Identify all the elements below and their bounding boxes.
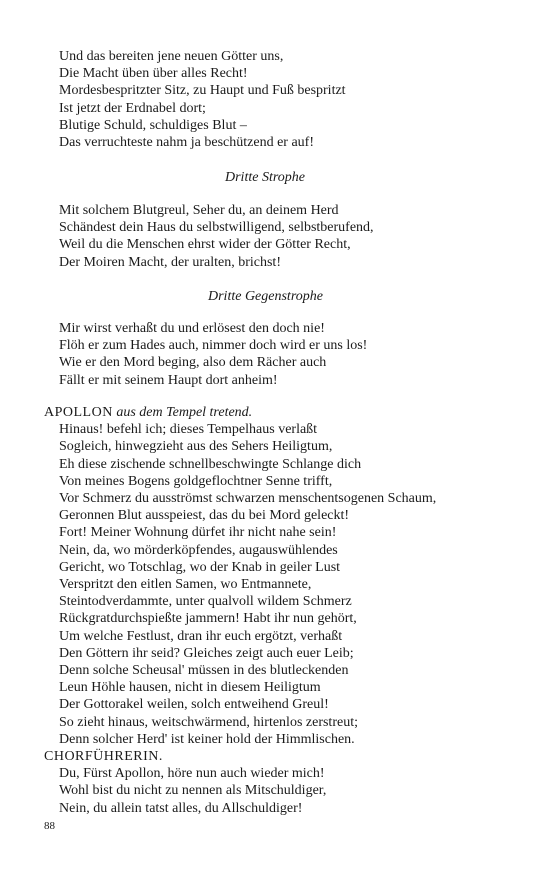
section-heading-dritte-strophe: Dritte Strophe: [225, 170, 305, 185]
speech-apollon: [0, 421, 550, 748]
verse-line: So zieht hinaus, weitschwärmend, hirtenlos zerstreut;: [59, 714, 358, 730]
verse-line: Mit solchem Blutgreul, Seher du, an deinem Herd: [59, 203, 339, 218]
verse-line: Ist jetzt der Erdnabel dort;: [59, 100, 206, 116]
verse-line: Um welche Festlust, dran ihr euch ergötzt, verhaßt: [59, 628, 343, 644]
speech-chorfuehrerin: [0, 765, 550, 817]
stanza-dritte-strophe: [0, 202, 550, 271]
verse-line: Steintodverdammte, unter qualvoll wildem Schmerz: [59, 594, 352, 610]
verse-line: Geronnen Blut ausspeiest, das du bei Mord geleckt!: [59, 508, 350, 524]
verse-line: Du, Fürst Apollon, höre nun auch wieder mich!: [59, 766, 325, 782]
stage-direction: aus dem Tempel tretend.: [116, 405, 253, 420]
verse-line: Schändest dein Haus du selbstwilligend, selbstberufend,: [59, 220, 374, 236]
verse-line: Die Macht üben über alles Recht!: [59, 66, 248, 82]
verse-line: Leun Höhle hausen, nicht in diesem Heiligtum: [59, 680, 321, 696]
verse-line: Verspritzt den eitlen Samen, wo Entmannete,: [59, 577, 312, 593]
verse-line: Mordesbespritzter Sitz, zu Haupt und Fuß bespritzt: [59, 83, 346, 99]
speaker-name: APOLLON: [44, 405, 113, 420]
stanza-1: [0, 48, 550, 151]
verse-line: Wie er den Mord beging, also dem Rächer auch: [59, 355, 327, 371]
verse-line: Denn solcher Herd' ist keiner hold der Himmlischen.: [59, 731, 355, 747]
verse-line: Von meines Bogens goldgeflochtner Senne trifft,: [59, 473, 333, 489]
verse-line: Gericht, wo Totschlag, wo der Knab in geiler Lust: [59, 559, 341, 575]
speaker-apollon: [0, 404, 550, 421]
stanza-3: [0, 320, 550, 389]
verse-line: Hinaus! befehl ich; dieses Tempelhaus verlaßt: [59, 422, 318, 438]
verse-line: Blutige Schuld, schuldiges Blut –: [59, 117, 247, 133]
verse-line: Sogleich, hinwegzieht aus des Sehers Heiligtum,: [59, 439, 333, 455]
verse-line: Der Gottorakel weilen, solch entweihend Greul!: [59, 697, 329, 713]
stanza-2: [0, 202, 550, 271]
dialogue-section: [0, 404, 550, 817]
verse-line: Rückgratdurchspießte jammern! Habt ihr nun gehört,: [59, 611, 357, 627]
verse-line: Vor Schmerz du ausströmst schwarzen menschentsogenen Schaum,: [59, 491, 437, 507]
stanza-dritte-gegenstrophe: [0, 320, 550, 389]
verse-line: Eh diese zischende schnellbeschwingte Schlange dich: [59, 456, 362, 472]
stanza-antistrophe: [0, 48, 550, 151]
verse-line: Nein, da, wo mörderköpfendes, augauswühlendes: [59, 542, 338, 558]
speaker-chorfuehrerin: [0, 748, 550, 765]
verse-line: Wohl bist du nicht zu nennen als Mitschuldiger,: [59, 783, 327, 799]
verse-line: Denn solche Scheusal' müssen in des blutleckenden: [59, 663, 349, 679]
verse-line: Der Moiren Macht, der uralten, brichst!: [59, 254, 281, 270]
speaker-name: CHORFÜHRERIN.: [44, 749, 163, 765]
verse-line: Weil du die Menschen ehrst wider der Götter Recht,: [59, 237, 351, 253]
verse-line: Fällt er mit seinem Haupt dort anheim!: [59, 372, 278, 388]
verse-line: Und das bereiten jene neuen Götter uns,: [59, 49, 284, 64]
verse-line: Das verruchteste nahm ja beschützend er auf!: [59, 135, 314, 151]
page-number: 88: [44, 820, 55, 832]
verse-line: Nein, du allein tatst alles, du Allschuldiger!: [59, 800, 303, 816]
verse-line: Fort! Meiner Wohnung dürfet ihr nicht nahe sein!: [59, 525, 337, 541]
verse-line: Flöh er zum Hades auch, nimmer doch wird er uns los!: [59, 338, 368, 354]
verse-line: Den Göttern ihr seid? Gleiches zeigt auch euer Leib;: [59, 645, 354, 661]
section-heading-dritte-gegenstrophe: Dritte Gegenstrophe: [208, 289, 323, 304]
verse-line: Mir wirst verhaßt du und erlösest den doch nie!: [59, 321, 325, 336]
